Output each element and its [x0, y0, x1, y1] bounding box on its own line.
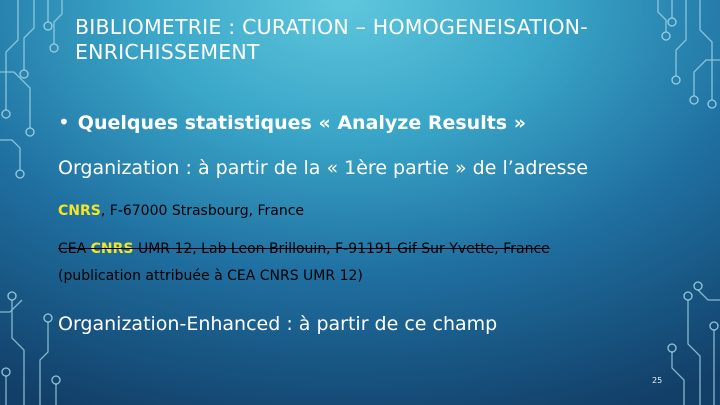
circuit-node	[8, 292, 16, 300]
address-example-2	[58, 241, 550, 257]
circuit-node	[668, 344, 676, 352]
circuit-trace	[6, 0, 18, 110]
circuit-trace	[688, 300, 700, 405]
page-number: 25	[652, 376, 663, 385]
address-example-1-rest: , F-67000 Strasbourg, France	[100, 203, 305, 219]
circuit-trace	[12, 300, 24, 405]
circuit-node	[708, 100, 716, 108]
circuit-node	[690, 96, 698, 104]
circuit-trace	[694, 60, 720, 96]
slide-title: BIBLIOMETRIE : CURATION – HOMOGENEISATION-ENRICHISSEMENT	[75, 15, 588, 64]
circuit-trace	[24, 0, 34, 70]
circuit-trace	[672, 352, 684, 405]
circuit-trace	[0, 300, 22, 312]
circuit-node	[2, 368, 10, 376]
circuit-trace	[0, 140, 20, 170]
circuit-trace	[676, 0, 686, 76]
circuit-node	[44, 314, 52, 322]
circuit-trace	[40, 322, 48, 405]
circuit-trace	[698, 290, 720, 300]
highlight-cnrs: CNRS	[58, 203, 101, 219]
address-example-2-before: CEA	[58, 241, 91, 257]
circuit-trace	[54, 0, 62, 44]
circuit-node	[2, 110, 10, 118]
highlight-cnrs-2: CNRS	[90, 241, 134, 257]
circuit-node	[16, 170, 24, 178]
circuit-node	[50, 44, 58, 52]
address-example-2-note: (publication attribuée à CEA CNRS UMR 12)	[58, 268, 363, 284]
organization-enhanced-line: Organization-Enhanced : à partir de ce champ	[58, 313, 498, 335]
address-example-1	[58, 203, 304, 219]
circuit-trace	[700, 0, 712, 100]
bullet-text: Quelques statistiques « Analyze Results »	[77, 112, 527, 134]
circuit-node	[52, 376, 60, 384]
bullet-icon: •	[58, 110, 70, 134]
circuit-node	[710, 322, 718, 330]
address-example-2-after: UMR 12, Lab Leon Brillouin, F-91191 Gif Sur Yvette, France	[133, 241, 550, 257]
circuit-node	[684, 292, 692, 300]
bullet-statistics	[58, 110, 526, 134]
circuit-node	[20, 70, 28, 78]
circuit-node	[44, 22, 52, 30]
circuit-node	[694, 282, 702, 290]
circuit-node	[26, 128, 34, 136]
circuit-node	[672, 76, 680, 84]
circuit-trace	[0, 72, 30, 128]
organization-line: Organization : à partir de la « 1ère partie » de l’adresse	[58, 157, 589, 179]
